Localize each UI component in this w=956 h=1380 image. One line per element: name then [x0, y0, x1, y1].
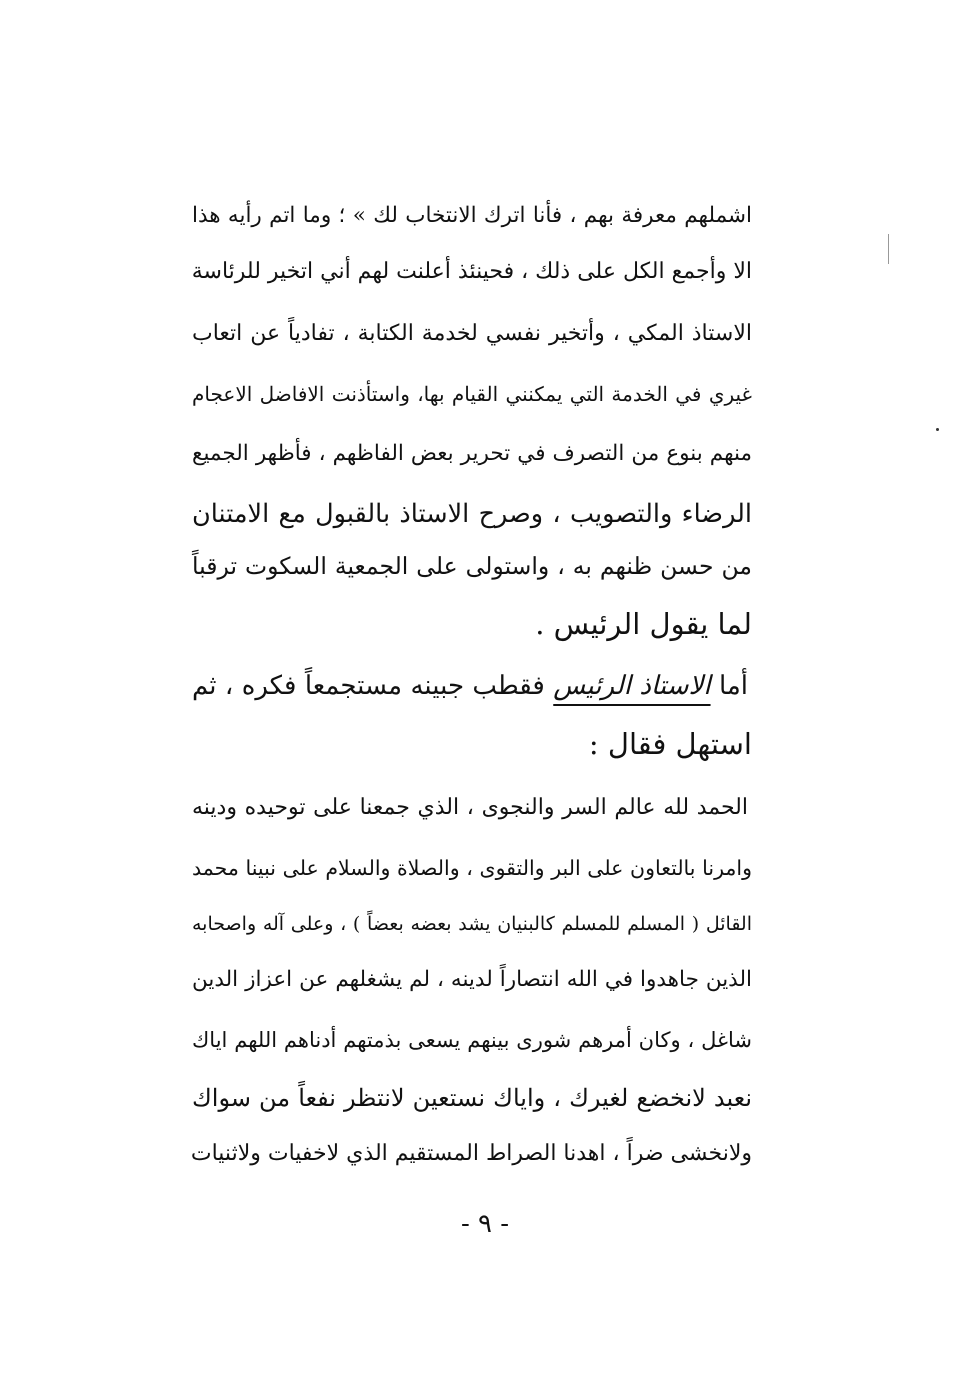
text-line: القائل ( المسلم للمسلم كالبنيان يشد بعضه بعضاً ) ، وعلى آله واصحابه — [192, 913, 752, 935]
text-line: الرضاء والتصويب ، وصرح الاستاذ بالقبول مع الامتنان — [192, 499, 752, 529]
speaker-intro: أما — [718, 671, 749, 701]
text-line: اشملهم معرفة بهم ، فأنا اترك الانتخاب لك » ؛ وما اتم رأيه هذا — [192, 203, 752, 228]
text-line: استهل فقال : — [588, 727, 752, 761]
page-number: - ٩ - — [460, 1209, 510, 1239]
text-line: شاغل ، وكان أمرهم شورى بينهم يسعى بذمتهم أدناهم اللهم اياك — [192, 1028, 752, 1052]
text-line: ولانخشى ضراً ، اهدنا الصراط المستقيم الذي لاخفيات ولاثنيات — [190, 1141, 752, 1166]
speaker-name: الاستاذ الرئيس — [553, 671, 711, 701]
scan-mark — [888, 234, 889, 264]
text-line: الحمد لله عالم السر والنجوى ، الذي جمعنا على توحيده ودينه — [192, 795, 748, 820]
text-line: الذين جاهدوا في الله انتصاراً لدينه ، لم يشغلهم عن اعزاز الدين — [192, 967, 752, 992]
text-line: وامرنا بالتعاون على البر والتقوى ، والصلاة والسلام على نبينا محمد — [192, 856, 752, 880]
text-line: نعبد لانخضع لغيرك ، واياك نستعين لانتظر نفعاً من سواك — [192, 1084, 753, 1112]
speaker-line — [192, 666, 748, 706]
text-line: الاستاذ المكي ، وأتخير نفسي لخدمة الكتابة ، تفادياً عن اتعاب — [192, 321, 752, 346]
text-line: منهم بنوع من التصرف في تحرير بعض الفاظهم ، فأظهر الجميع — [192, 441, 752, 466]
text-line: الا وأجمع الكل على ذلك ، فحينئذ أعلنت لهم أني اتخير للرئاسة — [191, 259, 752, 284]
speaker-action: فقطب جبينه مستجمعاً فكره ، ثم — [192, 671, 545, 701]
text-line: غيري في الخدمة التي يمكنني القيام بها، واستأذنت الافاضل الاعجام — [192, 382, 753, 406]
text-line: من حسن ظنهم به ، واستولى على الجمعية السكوت ترقباً — [192, 552, 752, 580]
text-line: لما يقول الرئيس . — [535, 607, 752, 641]
scan-dot — [936, 428, 939, 431]
